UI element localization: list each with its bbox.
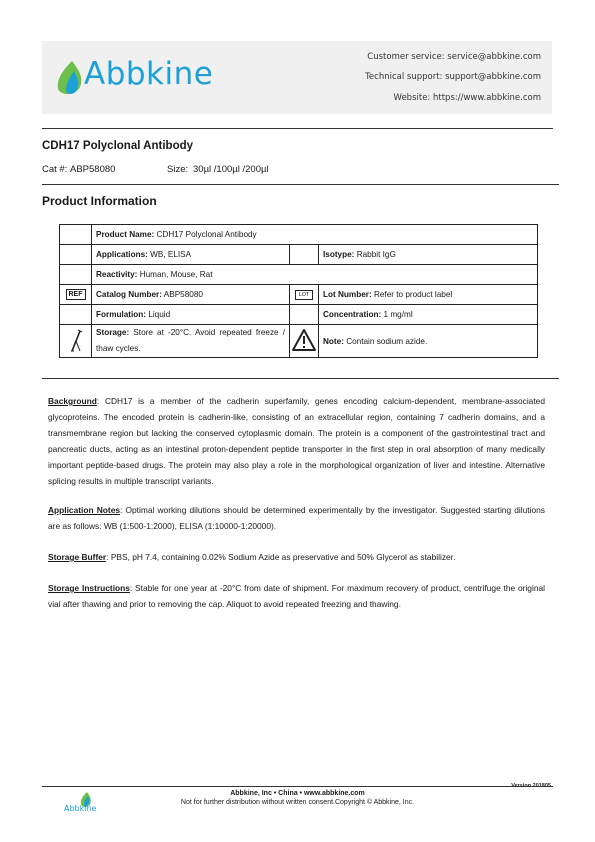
cat-number-value: ABP58080 <box>70 164 116 175</box>
technical-support-email[interactable]: Technical support: support@abbkine.com <box>365 72 541 82</box>
concentration-cell: Concentration: 1 mg/ml <box>319 305 538 325</box>
footer-copyright: Not for further distribution without written consent.Copyright © Abbkine, Inc. <box>180 799 415 806</box>
ref-symbol-icon: REF <box>66 289 86 300</box>
cat-number-label: Cat #: <box>42 164 68 175</box>
isotype-cell: Isotype: Rabbit IgG <box>319 245 538 265</box>
table-row <box>60 305 538 325</box>
footer-company-line: Abbkine, Inc • China • www.abbkine.com <box>230 790 365 797</box>
product-title: CDH17 Polyclonal Antibody <box>42 140 194 152</box>
storage-buffer-paragraph: Storage Buffer: PBS, pH 7.4, containing 0.02% Sodium Azide as preservative and 50% Glycerol as stabilizer. <box>48 552 456 562</box>
size-value: 30µl /100µl /200µl <box>193 164 269 175</box>
footer-divider <box>42 786 553 787</box>
formulation-cell: Formulation: Liquid <box>92 305 290 325</box>
storage-buffer-heading: Storage Buffer <box>48 552 107 562</box>
table-row <box>60 225 538 245</box>
warning-icon <box>291 328 317 352</box>
section-title: Product Information <box>42 194 157 208</box>
table-row <box>60 245 538 265</box>
customer-service-email[interactable]: Customer service: service@abbkine.com <box>367 52 541 62</box>
lot-symbol-icon: LOT <box>295 290 314 300</box>
version-label: Version 201805 <box>511 783 551 789</box>
brand-logo-text: Abbkine <box>84 56 214 92</box>
product-name-cell: Product Name: CDH17 Polyclonal Antibody <box>92 225 538 245</box>
storage-instructions-heading: Storage Instructions <box>48 583 130 593</box>
storage-instructions-paragraph: Storage Instructions: Stable for one year at -20°C from date of shipment. For maximum recovery of product, centrifuge the original vial after thawing and prior to removing the cap. Aliquot to avoid repeated freezing and thawing. <box>48 583 546 609</box>
product-info-table <box>59 224 538 358</box>
background-paragraph: Background: CDH17 is a member of the cadherin superfamily, genes encoding calcium-dependent, membrane-associated glycoproteins. The encoded protein is cadherin-like, consisting of an extracellular region, containing 7 cadherin domains, and a transmembrane region but lacking the conserved cytoplasmic domain. The protein is a component of the gastrointestinal tract and pancreatic ducts, acting as an intestinal proton-dependent peptide transporter in the first step in oral absorption of many medically important peptide-based drugs. The protein may also play a role in the morphological organization of liver and intestine. Alternative splicing results in multiple transcript variants. <box>48 396 545 486</box>
applications-cell: Applications: WB, ELISA <box>92 245 290 265</box>
reactivity-cell: Reactivity: Human, Mouse, Rat <box>92 265 538 285</box>
storage-cell: Storage: Store at -20°C. Avoid repeated freeze / thaw cycles. <box>92 325 290 358</box>
temperature-storage-icon <box>69 327 83 353</box>
footer-logo-text: Abbkine <box>64 804 97 813</box>
note-cell: Note: Contain sodium azide. <box>319 325 538 358</box>
application-notes-heading: Application Notes <box>48 505 121 515</box>
table-row <box>60 265 538 285</box>
table-row <box>60 285 538 305</box>
background-heading: Background <box>48 396 97 406</box>
title-divider <box>42 184 559 185</box>
size-label: Size: <box>167 164 189 175</box>
table-row <box>60 325 538 358</box>
website-link[interactable]: Website: https://www.abbkine.com <box>393 93 541 103</box>
lot-number-cell: Lot Number: Refer to product label <box>319 285 538 305</box>
table-divider <box>42 378 559 379</box>
catalog-number-cell: Catalog Number: ABP58080 <box>92 285 290 305</box>
header-divider <box>42 128 553 129</box>
application-notes-paragraph: Application Notes: Optimal working dilutions should be determined experimentally by the investigator. Suggested starting dilutions are as follows: WB (1:500-1:2000), ELISA (1:10000-1:20000). <box>48 505 545 531</box>
